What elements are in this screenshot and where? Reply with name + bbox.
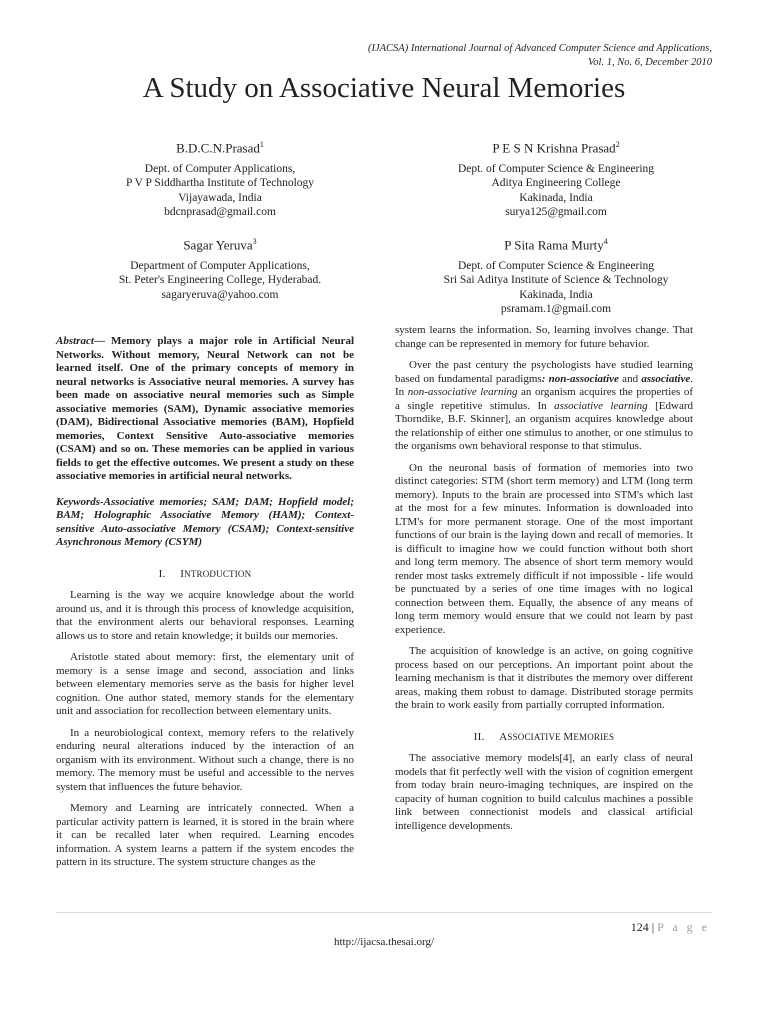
author-name: B.D.C.N.Prasad bbox=[176, 140, 260, 156]
body-paragraph: system learns the information. So, learning involves change. That change can be represented in memory for future behavior. bbox=[395, 324, 693, 350]
author-email: surya125@gmail.com bbox=[505, 206, 607, 219]
author-email: bdcnprasad@gmail.com bbox=[164, 206, 276, 219]
author-affiliation: P V P Siddhartha Institute of Technology bbox=[125, 177, 315, 190]
journal-volume: Vol. 1, No. 6, December 2010 bbox=[588, 57, 712, 68]
author-affiliation: St. Peter's Engineering College, Hyderabad. bbox=[118, 274, 322, 287]
journal-header bbox=[368, 42, 712, 70]
author-affiliation: Dept. of Computer Applications, bbox=[144, 162, 296, 175]
author-email: sagaryeruva@yahoo.com bbox=[161, 288, 279, 301]
author-location: Kakinada, India bbox=[519, 191, 593, 204]
journal-name: (IJACSA) International Journal of Advanced Computer Science and Applications, bbox=[367, 43, 712, 54]
footer-url[interactable]: http://ijacsa.thesai.org/ bbox=[334, 936, 434, 948]
author-affiliation: Sri Sai Aditya Institute of Science & Technology bbox=[443, 274, 669, 287]
author-affiliation: Dept. of Computer Science & Engineering bbox=[457, 162, 655, 175]
author-name: Sagar Yeruva bbox=[183, 237, 253, 253]
author-name: P E S N Krishna Prasad bbox=[492, 140, 616, 156]
author-affiliation: Dept. of Computer Science & Engineering bbox=[457, 259, 655, 272]
author-block-3: Sagar Yeruva$^3$ Department of Computer Applications, St. Peter's Engineering College, Hyderabad. sagaryeruva@yahoo.com bbox=[70, 235, 370, 302]
body-paragraph: Over the past century the psychologists have studied learning based on fundamental paradigms: non-associative and associative. In non-associative learning an organism acquires the properties of a single repetitive stimulus. In associative learning [Edward Thorndike, B.F. Skinner], an organism acquires knowledge about the relationship of either one stimulus to another, or one stimulus to the organisms own behavioral response to that stimulus. bbox=[395, 359, 693, 452]
keywords: Keywords-Associative memories; SAM; DAM; Hopfield model; BAM; Holographic Associative Memory (HAM); Context-sensitive Auto-associative Memory (CSAM); Context-sensitive Asynchronous Memory (CSYM) bbox=[56, 495, 354, 548]
right-column bbox=[395, 324, 693, 833]
body-paragraph: On the neuronal basis of formation of memories into two distinct categories: STM (short term memory) and LTM (long term memory). Inputs to the brain are processed into STM's which last at the most for a few minutes. Information is downloaded into LTM's for more permanent storage. One of the most important functions of our brain is the laying down and recall of memories. It is difficult to imagine how we could function without both short and long term memory. The absence of short term memory would render most tasks extremely difficult if not impossible - life would be punctuated by a series of one time images with no logical connection between them. Equally, the absence of any means of long term memory would ensure that we could not learn by past experience. bbox=[395, 461, 693, 636]
author-block-2: P E S N Krishna Prasad$^2$ Dept. of Computer Science & Engineering Aditya Engineering College Kakinada, India surya125@gmail.com bbox=[406, 138, 706, 220]
section-heading-associative-memories: II. ASSOCIATIVE MEMORIES bbox=[473, 730, 615, 743]
abstract: Abstract— Memory plays a major role in Artificial Neural Networks. Without memory, Neural Network can not be learned itself. One of the primary concepts of memory in neural networks is Associative neural memories. A survey has been made on associative neural memories such as Simple associative memories (SAM), Dynamic associative memories (DAM), Bidirectional Associative memories (BAM), Hopfield memories, Context Sensitive Auto-associative memories (CSAM) and so on. These memories can be applied in various fields to get the effective outcomes. We present a study on these associative memories in artificial neural networks. bbox=[56, 335, 354, 482]
author-name: P Sita Rama Murty bbox=[504, 237, 604, 253]
author-location: Kakinada, India bbox=[519, 288, 593, 301]
body-paragraph: The acquisition of knowledge is an active, on going cognitive process based on our perceptions. An important point about the learning mechanism is that it distributes the memory over different areas, making them robust to damage. Distributed storage permits the brain to work easily from partially corrupted information. bbox=[395, 645, 693, 711]
author-block-1: B.D.C.N.Prasad$^1$ Dept. of Computer Applications, P V P Siddhartha Institute of Technology Vijayawada, India bdcnprasad@gmail.com bbox=[70, 138, 370, 220]
footer-divider bbox=[56, 912, 712, 913]
body-paragraph: Learning is the way we acquire knowledge about the world around us, and it is through this process of knowledge acquisition, that the environment alerts our behavioral responses. Learning allows us to store and retain knowledge; it builds our memories. bbox=[56, 589, 354, 642]
body-paragraph: Aristotle stated about memory: first, the elementary unit of memory is a sense image and second, association and links between elementary memories serve as the basis for higher level cognition. One author stated, memory stands for the elementary unit and association for recollection between elementary units. bbox=[56, 651, 354, 717]
author-affiliation: Aditya Engineering College bbox=[491, 177, 621, 190]
abstract-text: Memory plays a major role in Artificial Neural Networks. Without memory, Neural Network can not be learned itself. One of the primary concepts of memory in neural networks is Associative neural memories. A survey has been made on associative neural memories such as Simple associative memories (SAM), Dynamic associative memories (DAM), Bidirectional Associative memories (BAM), Hopfield memories, Context Sensitive Auto-associative memories (CSAM) and so on. These memories can be applied in various fields to get the effective outcomes. We present a study on these associative memories in artificial neural networks. bbox=[56, 335, 354, 482]
author-block-4: P Sita Rama Murty$^4$ Dept. of Computer Science & Engineering Sri Sai Aditya Institute of Science & Technology Kakinada, India psramam.1@gmail.com bbox=[406, 235, 706, 317]
abstract-label: Abstract bbox=[56, 335, 94, 347]
page-number: 124 | P a g e bbox=[630, 920, 710, 934]
body-paragraph: In a neurobiological context, memory refers to the relatively enduring neural alterations induced by the interaction of an organism with its environment. Without such a change, there is no memory. The memory must be useful and accessible to the nerves system that influences the future behavior. bbox=[56, 726, 354, 793]
body-paragraph: Memory and Learning are intricately connected. When a particular activity pattern is learned, it is stored in the brain where it can be recalled later when required. Learning encodes information. A system learns a pattern if the system encodes the pattern in its structure. The system structure changes as the bbox=[56, 802, 354, 868]
author-location: Vijayawada, India bbox=[178, 191, 262, 204]
section-heading-introduction: I. INTRODUCTION bbox=[158, 567, 252, 580]
author-affiliation: Department of Computer Applications, bbox=[130, 259, 310, 272]
body-paragraph: The associative memory models[4], an early class of neural models that fit perfectly well with the vision of cognition emergent from today brain neuro-imaging techniques, are inspired on the capacity of human cognition to build calculus machines a possible link between connectionist models and classical artificial intelligence developments. bbox=[395, 752, 693, 832]
left-column bbox=[56, 324, 354, 870]
author-email: psramam.1@gmail.com bbox=[500, 303, 612, 316]
paper-title: A Study on Associative Neural Memories bbox=[142, 72, 626, 104]
